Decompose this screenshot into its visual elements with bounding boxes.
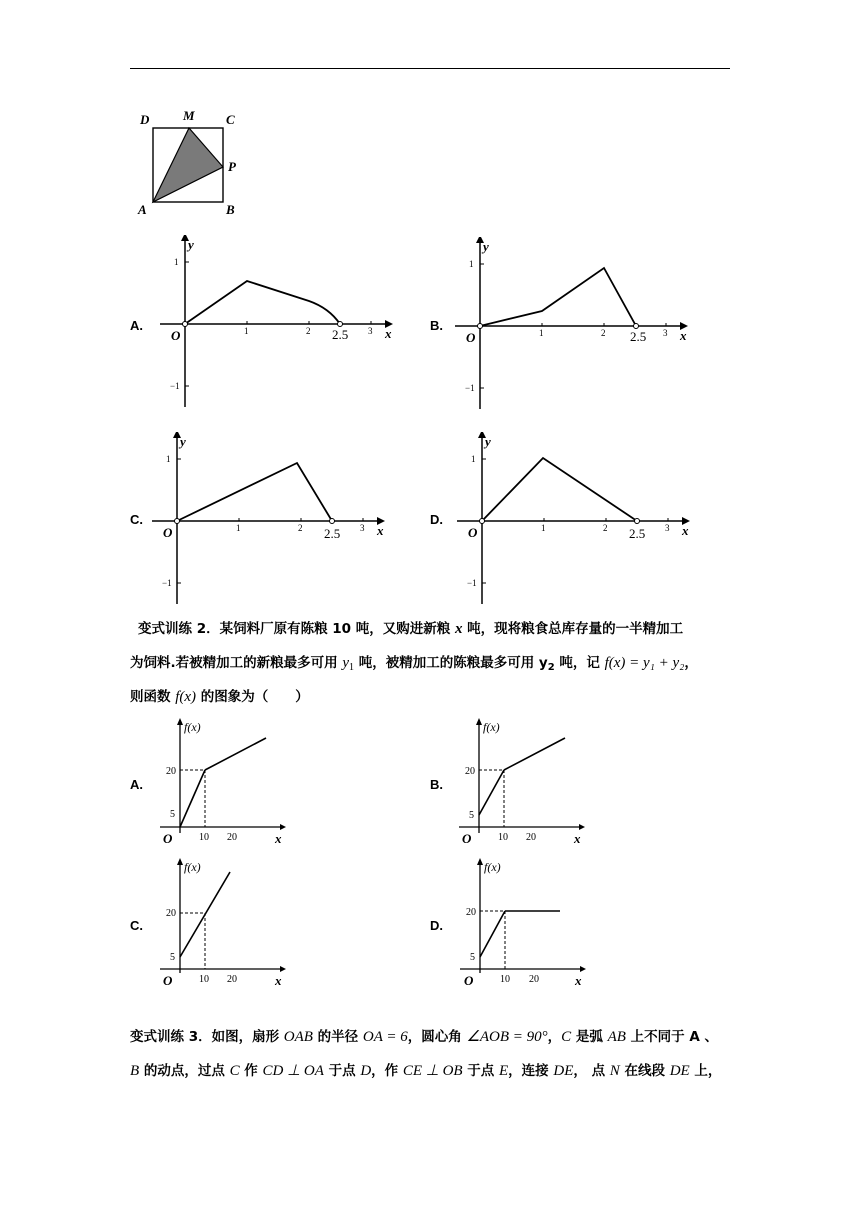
svg-text:−1: −1 [467,578,477,588]
svg-text:x: x [682,523,689,538]
svg-text:5: 5 [470,952,475,963]
graph-2a [155,718,295,848]
svg-text:20: 20 [166,908,176,919]
svg-text:O: O [163,831,173,846]
svg-text:x: x [680,328,687,343]
header-rule [130,68,730,69]
svg-text:y: y [180,434,186,449]
svg-text:1: 1 [174,257,179,267]
graph-2c [155,858,295,988]
svg-text:5: 5 [469,810,474,821]
svg-text:2.5: 2.5 [630,329,647,344]
svg-text:3: 3 [368,326,373,336]
option-c-label: C. [130,512,143,527]
svg-text:f(x): f(x) [483,720,500,734]
option-a-label: A. [130,318,143,333]
label-D: D [140,112,150,127]
svg-text:2.5: 2.5 [629,526,646,541]
problem2-line2: 为饲料.若被精加工的新粮最多可用 $y_1$ 吨，被精加工的陈粮最多可用 $y_2$ 吨，记 f(x) = y₁ + y₂， [130,655,698,673]
svg-text:x: x [377,523,384,538]
graph-2d [455,858,595,988]
svg-text:20: 20 [466,907,476,918]
svg-text:20: 20 [526,832,536,843]
svg-text:y: y [483,239,489,254]
svg-text:O: O [464,973,474,988]
svg-text:1: 1 [244,326,249,336]
svg-text:10: 10 [199,974,209,985]
svg-text:1: 1 [166,454,171,464]
svg-text:O: O [466,330,476,345]
svg-text:O: O [171,328,181,343]
problem2-line3: 则函数 f(x) 的图象为（ ） [130,689,309,705]
square-figure [130,105,250,220]
svg-text:1: 1 [539,328,544,338]
label-A: A [138,202,147,217]
svg-text:1: 1 [471,454,476,464]
label-B: B [226,202,235,217]
svg-text:y: y [485,434,491,449]
svg-text:f(x): f(x) [184,860,201,874]
svg-text:x: x [574,831,581,846]
svg-text:O: O [163,973,173,988]
svg-text:10: 10 [199,832,209,843]
svg-text:20: 20 [227,974,237,985]
svg-text:1: 1 [236,523,241,533]
option2-d-label: D. [430,918,443,933]
label-M: M [183,108,195,123]
svg-text:2: 2 [603,523,608,533]
problem3-line1: 变式训练 3．如图，扇形 OAB 的半径 OA = 6，圆心角 ∠AOB = 90°，C 是弧 AB 上不同于 A 、 [130,1029,718,1045]
svg-text:20: 20 [166,766,176,777]
svg-text:x: x [575,973,582,988]
graph-1d [457,432,697,607]
label-C: C [226,112,235,127]
svg-text:O: O [163,525,173,540]
svg-text:1: 1 [541,523,546,533]
svg-text:O: O [462,831,472,846]
svg-text:−1: −1 [170,381,180,391]
graph-2b [454,718,594,848]
svg-text:x: x [275,973,282,988]
svg-text:2.5: 2.5 [332,327,349,342]
label-P: P [228,159,236,174]
svg-text:f(x): f(x) [484,860,501,874]
option-b-label: B. [430,318,443,333]
svg-text:f(x): f(x) [184,720,201,734]
svg-text:5: 5 [170,809,175,820]
svg-text:20: 20 [227,832,237,843]
option2-b-label: B. [430,777,443,792]
svg-text:2: 2 [298,523,303,533]
svg-text:O: O [468,525,478,540]
svg-text:−1: −1 [162,578,172,588]
option-d-label: D. [430,512,443,527]
svg-text:20: 20 [529,974,539,985]
svg-text:x: x [385,326,392,341]
svg-text:2.5: 2.5 [324,526,341,541]
svg-text:3: 3 [665,523,670,533]
svg-text:10: 10 [498,832,508,843]
problem2-line1: 变式训练 2．某饲料厂原有陈粮 10 吨，又购进新粮 x 吨，现将粮食总库存量的一半精加工 [138,621,684,637]
svg-text:1: 1 [469,259,474,269]
option2-c-label: C. [130,918,143,933]
svg-text:3: 3 [663,328,668,338]
graph-1b [455,237,695,412]
svg-text:3: 3 [360,523,365,533]
svg-text:−1: −1 [465,383,475,393]
svg-text:20: 20 [465,766,475,777]
problem3-line2: B 的动点，过点 C 作 CD ⊥ OA 于点 D，作 CE ⊥ OB 于点 E，连接 DE， 点 N 在线段 DE 上， [130,1063,722,1079]
svg-text:2: 2 [601,328,606,338]
graph-1c [152,432,392,607]
svg-text:10: 10 [500,974,510,985]
svg-text:x: x [275,831,282,846]
svg-text:5: 5 [170,952,175,963]
svg-text:y: y [188,237,194,252]
option2-a-label: A. [130,777,143,792]
graph-1a [160,235,400,410]
svg-text:2: 2 [306,326,311,336]
